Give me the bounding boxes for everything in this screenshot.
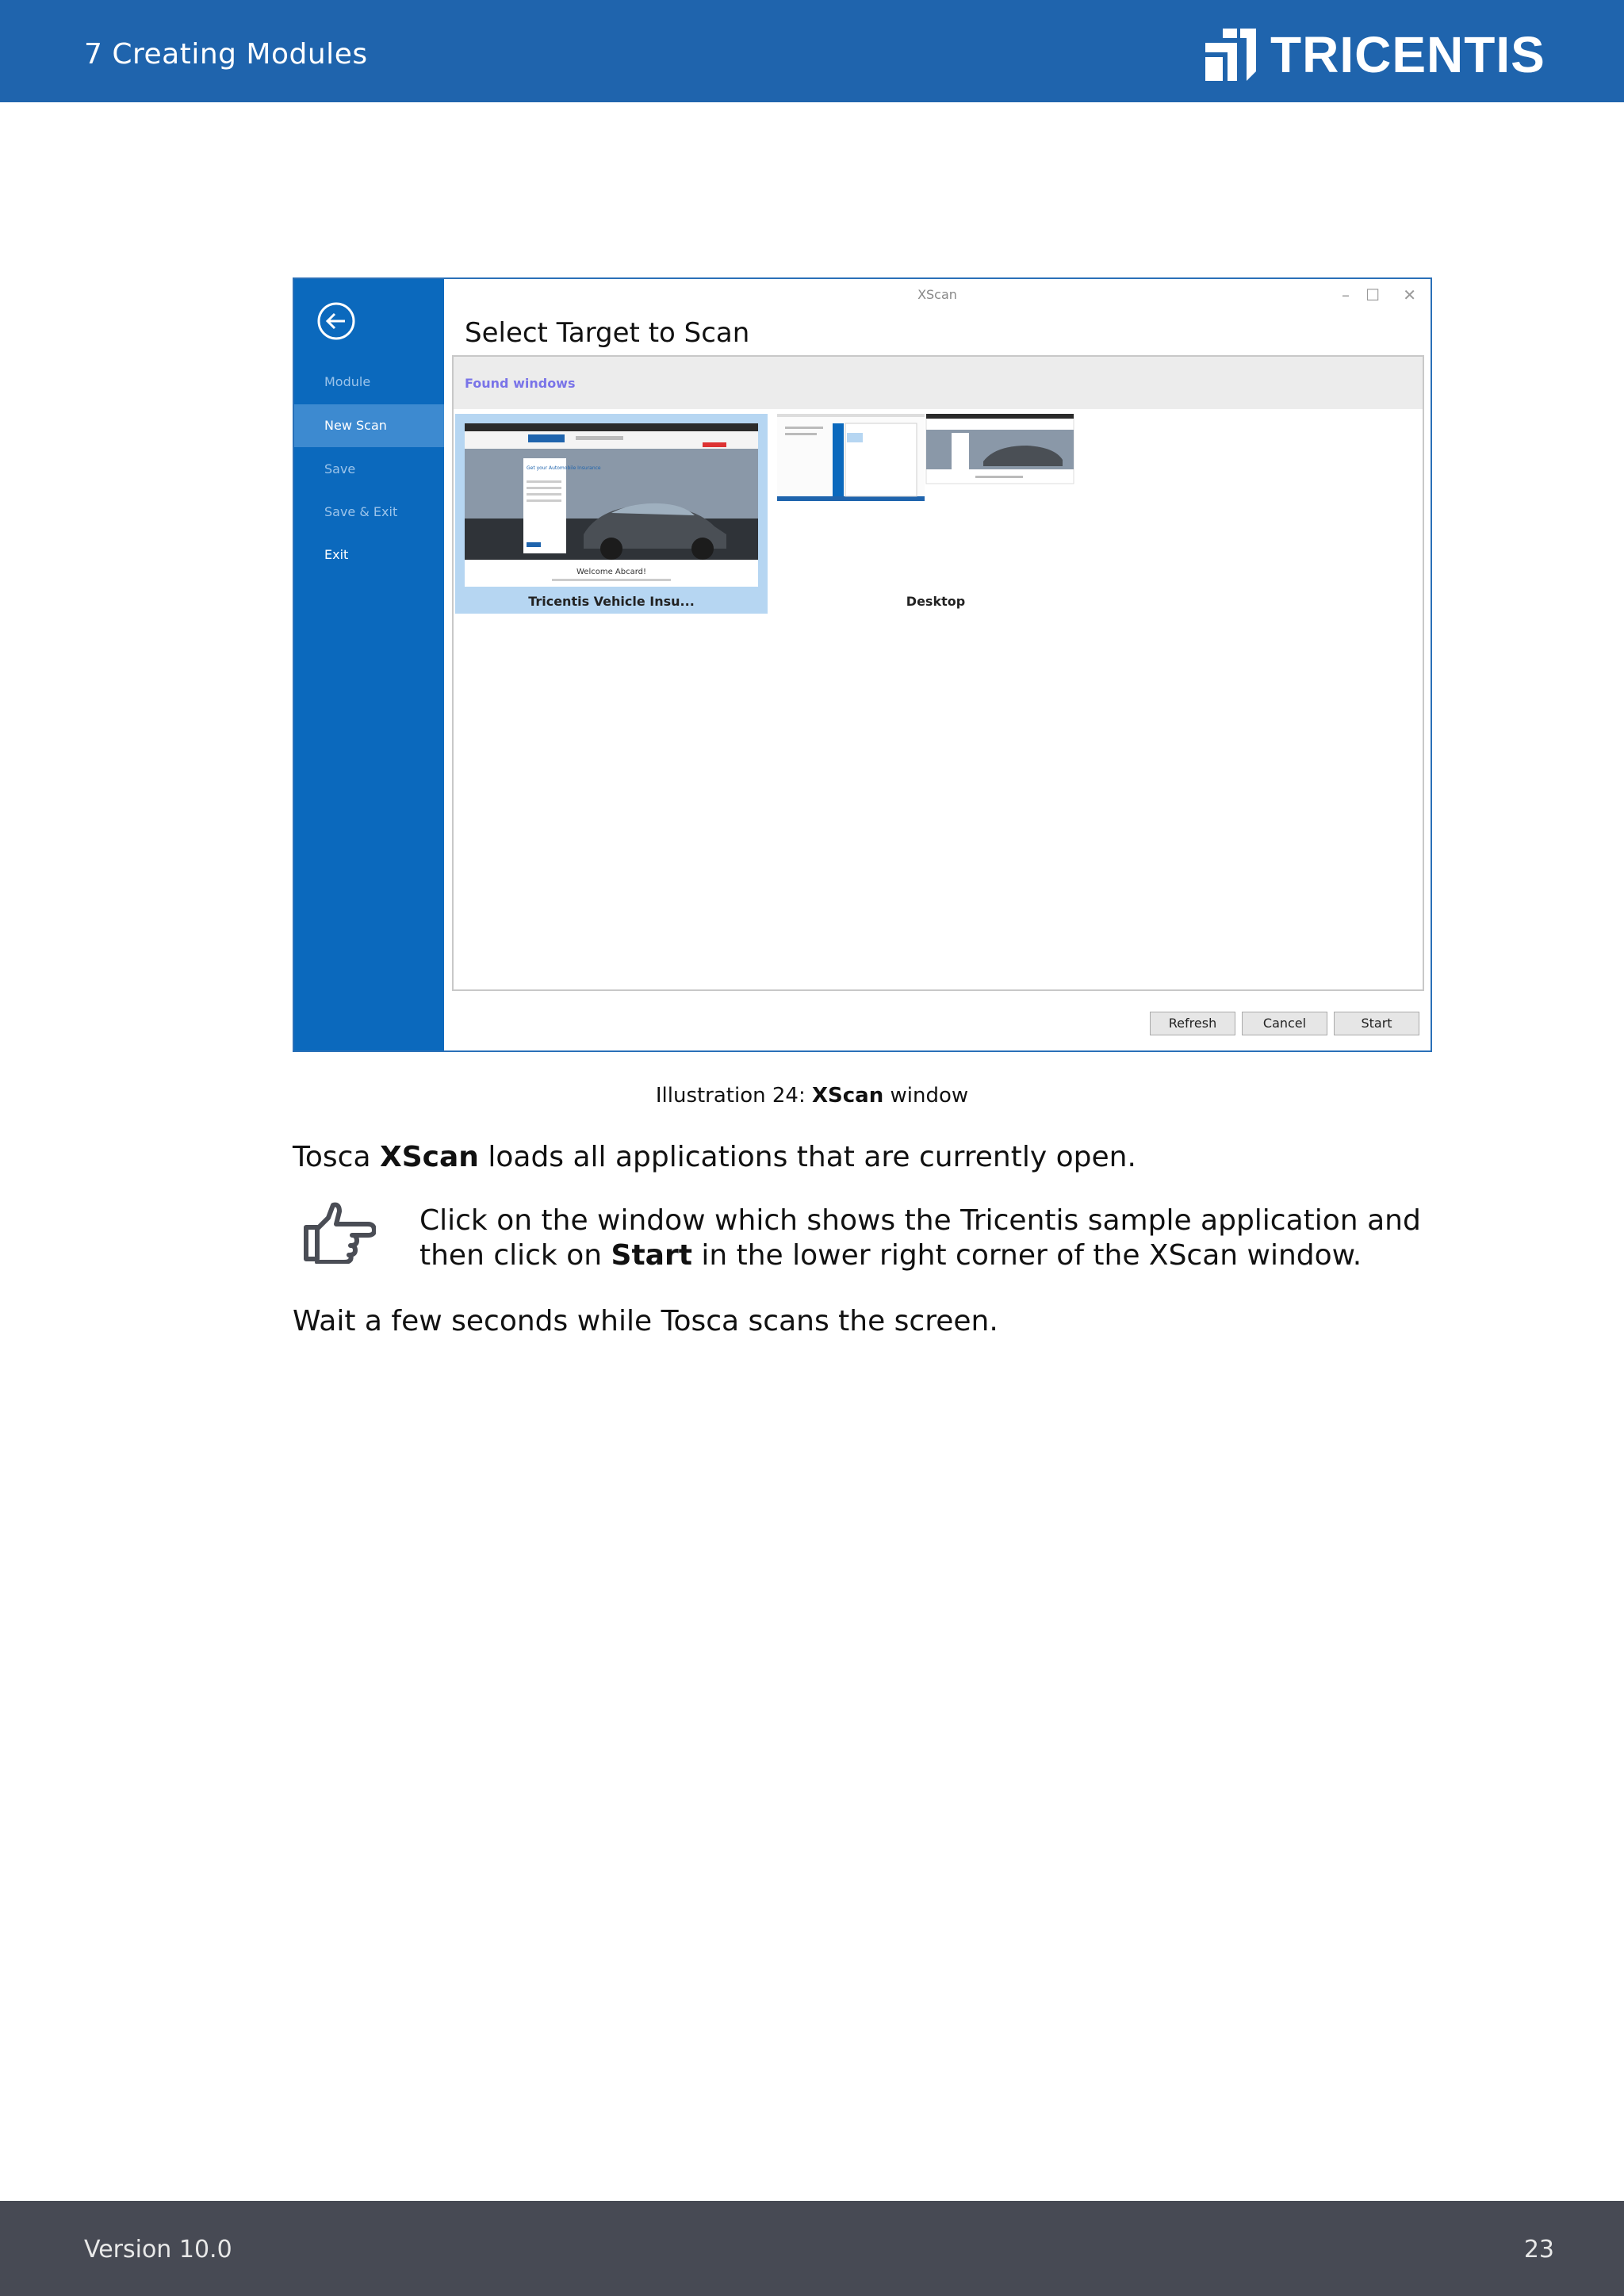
window-tile-desktop[interactable] bbox=[777, 414, 1094, 614]
cancel-button[interactable]: Cancel bbox=[1242, 1012, 1327, 1035]
found-windows-panel bbox=[452, 355, 1424, 991]
found-windows-header bbox=[454, 357, 1423, 409]
app-thumbnail bbox=[465, 423, 758, 587]
vehicle-insurance-thumbnail-image bbox=[465, 423, 758, 587]
xscan-main bbox=[444, 279, 1431, 1050]
page-header bbox=[0, 0, 1624, 102]
tip-line-1: Click on the window which shows the Tricentis sample application and bbox=[419, 1204, 1421, 1237]
minimize-icon[interactable]: – bbox=[1342, 285, 1350, 304]
desktop-thumbnail-image bbox=[777, 414, 1094, 501]
brand-logo bbox=[1205, 27, 1545, 82]
page-footer bbox=[0, 2201, 1624, 2296]
thumb-hero-text: Get your Automobile Insurance bbox=[527, 465, 601, 471]
window-label-vehicle-insurance: Tricentis Vehicle Insu... bbox=[528, 594, 695, 609]
start-button[interactable]: Start bbox=[1334, 1012, 1419, 1035]
window-title: XScan bbox=[917, 287, 957, 302]
menu-item-new-scan[interactable]: New Scan bbox=[294, 404, 444, 447]
brand-name: TRICENTIS bbox=[1270, 26, 1545, 83]
menu-item-module[interactable]: Module bbox=[324, 374, 371, 389]
pointing-hand-icon bbox=[300, 1200, 376, 1264]
refresh-button[interactable]: Refresh bbox=[1150, 1012, 1235, 1035]
tip-instruction bbox=[419, 1203, 1450, 1273]
maximize-icon[interactable]: ☐ bbox=[1365, 285, 1380, 304]
menu-item-save[interactable]: Save bbox=[324, 461, 356, 476]
tricentis-logo-icon bbox=[1205, 29, 1256, 81]
page-number: 23 bbox=[1523, 2236, 1554, 2263]
version-label: Version 10.0 bbox=[84, 2236, 232, 2263]
xscan-sidebar bbox=[294, 279, 444, 1050]
window-tile-vehicle-insurance[interactable] bbox=[455, 414, 768, 614]
found-windows-label: Found windows bbox=[465, 376, 576, 391]
chapter-title: 7 Creating Modules bbox=[84, 38, 368, 71]
back-arrow-icon[interactable] bbox=[316, 301, 356, 341]
thumb-welcome-text: Welcome Abcard! bbox=[576, 568, 647, 576]
tip-line-2: then click on Start in the lower right corner of the XScan window. bbox=[419, 1239, 1362, 1272]
paragraph-loads-apps: Tosca XScan loads all applications that are currently open. bbox=[293, 1141, 1136, 1173]
close-icon[interactable]: ✕ bbox=[1403, 285, 1416, 304]
menu-item-save-exit[interactable]: Save & Exit bbox=[324, 504, 398, 519]
figure-caption: Illustration 24: XScan window bbox=[655, 1084, 969, 1108]
scan-heading: Select Target to Scan bbox=[465, 317, 750, 349]
paragraph-wait: Wait a few seconds while Tosca scans the screen. bbox=[293, 1305, 998, 1337]
menu-item-exit[interactable]: Exit bbox=[324, 547, 349, 562]
window-label-desktop: Desktop bbox=[906, 594, 966, 609]
xscan-screenshot bbox=[293, 277, 1432, 1052]
